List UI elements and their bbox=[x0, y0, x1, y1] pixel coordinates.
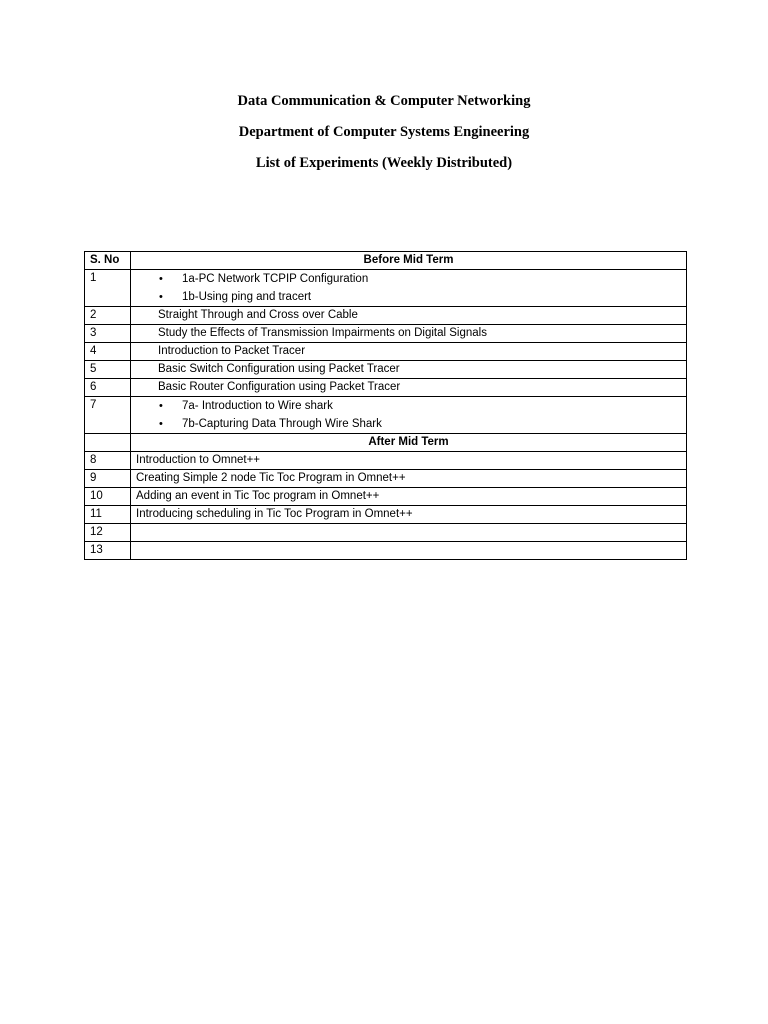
experiment-cell bbox=[131, 542, 687, 560]
list-item bbox=[136, 288, 681, 306]
experiment-text: Straight Through and Cross over Cable bbox=[158, 309, 358, 321]
bullet-icon: • bbox=[159, 418, 163, 430]
table-row bbox=[85, 524, 687, 542]
experiment-text: Introduction to Packet Tracer bbox=[158, 345, 306, 357]
bullet-icon: • bbox=[159, 291, 163, 303]
before-mid-term-header: Before Mid Term bbox=[131, 252, 687, 270]
list-item bbox=[136, 397, 681, 415]
document-subtitle: List of Experiments (Weekly Distributed) bbox=[255, 155, 513, 171]
row-number: 2 bbox=[85, 307, 131, 325]
document-title: Data Communication & Computer Networking bbox=[237, 93, 531, 109]
experiment-text: Basic Router Configuration using Packet Tracer bbox=[158, 381, 401, 393]
table-row bbox=[85, 379, 687, 397]
table-row bbox=[85, 506, 687, 524]
bullet-icon: • bbox=[159, 273, 163, 285]
table-row bbox=[85, 307, 687, 325]
experiment-text: 1b-Using ping and tracert bbox=[182, 291, 312, 303]
row-number: 9 bbox=[85, 470, 131, 488]
table-row bbox=[85, 361, 687, 379]
row-number: 12 bbox=[85, 524, 131, 542]
row-number: 13 bbox=[85, 542, 131, 560]
row-number: 4 bbox=[85, 343, 131, 361]
experiment-text: Study the Effects of Transmission Impairments on Digital Signals bbox=[158, 327, 487, 339]
table-row bbox=[85, 470, 687, 488]
department-name: Department of Computer Systems Engineering bbox=[238, 124, 530, 140]
bullet-icon: • bbox=[159, 400, 163, 412]
table-row bbox=[85, 397, 687, 434]
experiment-cell bbox=[131, 325, 687, 343]
table-row bbox=[85, 542, 687, 560]
experiment-cell: Introducing scheduling in Tic Toc Program in Omnet++ bbox=[131, 506, 687, 524]
experiment-cell: Introduction to Omnet++ bbox=[131, 452, 687, 470]
after-mid-term-header-row bbox=[85, 434, 687, 452]
row-number: 10 bbox=[85, 488, 131, 506]
experiment-cell bbox=[131, 343, 687, 361]
experiment-text: 1a-PC Network TCPIP Configuration bbox=[182, 273, 369, 285]
experiment-text: Basic Switch Configuration using Packet Tracer bbox=[158, 363, 400, 375]
row-number: 8 bbox=[85, 452, 131, 470]
experiment-cell bbox=[131, 361, 687, 379]
experiment-cell: Adding an event in Tic Toc program in Omnet++ bbox=[131, 488, 687, 506]
experiment-text: 7b-Capturing Data Through Wire Shark bbox=[182, 418, 382, 430]
row-number: 5 bbox=[85, 361, 131, 379]
after-mid-term-header: After Mid Term bbox=[131, 434, 687, 452]
experiment-cell bbox=[131, 307, 687, 325]
sno-column-header: S. No bbox=[85, 252, 131, 270]
experiment-cell bbox=[131, 379, 687, 397]
before-mid-term-header-row bbox=[85, 252, 687, 270]
row-number: 11 bbox=[85, 506, 131, 524]
row-number: 7 bbox=[85, 397, 131, 434]
experiment-text: 7a- Introduction to Wire shark bbox=[182, 400, 333, 412]
experiment-cell bbox=[131, 270, 687, 307]
row-number bbox=[85, 434, 131, 452]
list-item bbox=[136, 270, 681, 288]
table-row bbox=[85, 325, 687, 343]
experiments-table bbox=[84, 251, 687, 560]
row-number: 1 bbox=[85, 270, 131, 307]
row-number: 6 bbox=[85, 379, 131, 397]
list-item bbox=[136, 415, 681, 433]
experiment-cell: Creating Simple 2 node Tic Toc Program in Omnet++ bbox=[131, 470, 687, 488]
table-row bbox=[85, 343, 687, 361]
row-number: 3 bbox=[85, 325, 131, 343]
experiment-cell bbox=[131, 397, 687, 434]
experiment-cell bbox=[131, 524, 687, 542]
table-row bbox=[85, 488, 687, 506]
table-row bbox=[85, 270, 687, 307]
table-row bbox=[85, 452, 687, 470]
